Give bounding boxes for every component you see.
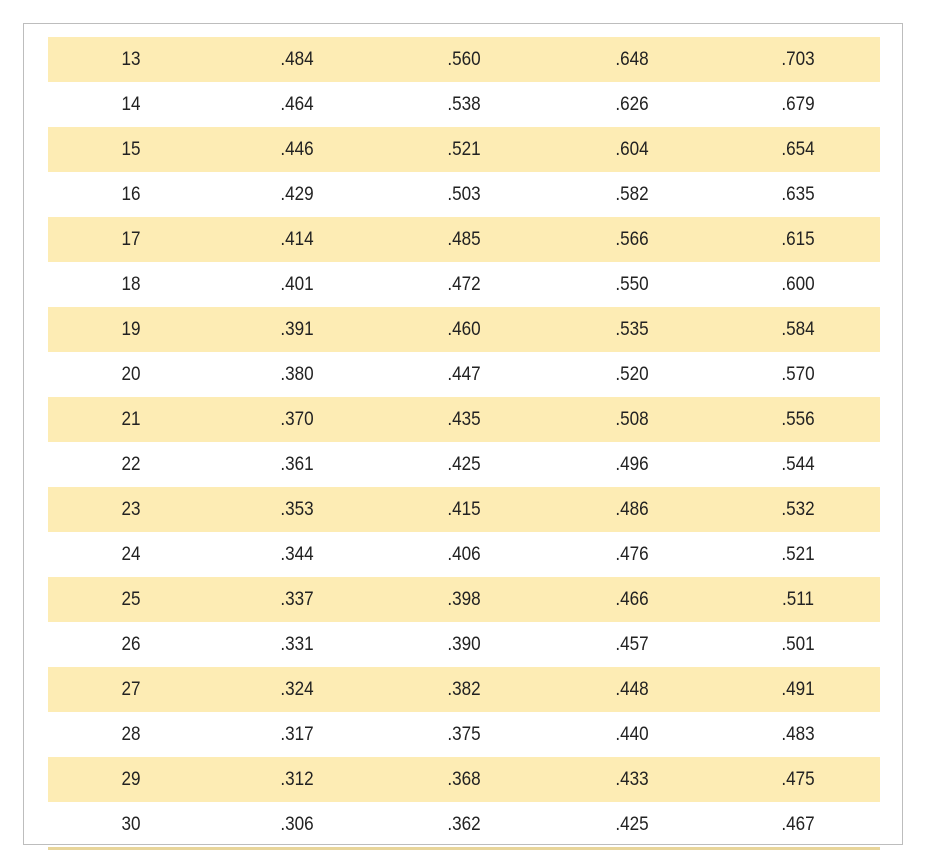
value-cell: .415	[447, 498, 481, 520]
value-cell: .446	[280, 138, 314, 160]
value-cell: .582	[615, 183, 649, 205]
value-cell: .429	[280, 183, 314, 205]
row-label-cell: 19	[121, 318, 141, 340]
table-row	[48, 757, 880, 802]
table-bottom-rule	[48, 847, 880, 850]
row-label-cell: 16	[121, 183, 141, 205]
value-cell: .544	[781, 453, 815, 475]
value-cell: .368	[447, 768, 481, 790]
row-label-cell: 22	[121, 453, 141, 475]
value-cell: .604	[615, 138, 649, 160]
value-cell: .491	[781, 678, 815, 700]
value-cell: .414	[280, 228, 314, 250]
table-row	[48, 172, 880, 217]
row-label-cell: 14	[121, 93, 141, 115]
value-cell: .398	[447, 588, 481, 610]
value-cell: .508	[615, 408, 649, 430]
value-cell: .550	[615, 273, 649, 295]
value-cell: .654	[781, 138, 815, 160]
value-cell: .483	[781, 723, 815, 745]
value-cell: .496	[615, 453, 649, 475]
critical-values-table	[48, 37, 880, 847]
value-cell: .503	[447, 183, 481, 205]
value-cell: .521	[781, 543, 815, 565]
value-cell: .464	[280, 93, 314, 115]
value-cell: .520	[615, 363, 649, 385]
value-cell: .467	[781, 813, 815, 835]
value-cell: .425	[447, 453, 481, 475]
table-row	[48, 307, 880, 352]
row-label-cell: 15	[121, 138, 141, 160]
value-cell: .435	[447, 408, 481, 430]
value-cell: .406	[447, 543, 481, 565]
value-cell: .380	[280, 363, 314, 385]
table-row	[48, 127, 880, 172]
value-cell: .566	[615, 228, 649, 250]
table-row	[48, 82, 880, 127]
value-cell: .535	[615, 318, 649, 340]
value-cell: .511	[781, 588, 815, 610]
row-label-cell: 26	[121, 633, 141, 655]
value-cell: .425	[615, 813, 649, 835]
row-label-cell: 27	[121, 678, 141, 700]
table-row	[48, 217, 880, 262]
value-cell: .472	[447, 273, 481, 295]
row-label-cell: 29	[121, 768, 141, 790]
value-cell: .447	[447, 363, 481, 385]
table-row	[48, 577, 880, 622]
table-row	[48, 37, 880, 82]
value-cell: .560	[447, 48, 481, 70]
value-cell: .370	[280, 408, 314, 430]
row-label-cell: 30	[121, 813, 141, 835]
row-label-cell: 23	[121, 498, 141, 520]
value-cell: .486	[615, 498, 649, 520]
value-cell: .600	[781, 273, 815, 295]
value-cell: .337	[280, 588, 314, 610]
value-cell: .401	[280, 273, 314, 295]
value-cell: .317	[280, 723, 314, 745]
value-cell: .344	[280, 543, 314, 565]
value-cell: .635	[781, 183, 815, 205]
row-label-cell: 25	[121, 588, 141, 610]
row-label-cell: 28	[121, 723, 141, 745]
value-cell: .306	[280, 813, 314, 835]
table-row	[48, 532, 880, 577]
table-row	[48, 487, 880, 532]
row-label-cell: 13	[121, 48, 141, 70]
value-cell: .538	[447, 93, 481, 115]
value-cell: .484	[280, 48, 314, 70]
value-cell: .615	[781, 228, 815, 250]
table-frame	[23, 23, 903, 845]
value-cell: .382	[447, 678, 481, 700]
value-cell: .361	[280, 453, 314, 475]
value-cell: .584	[781, 318, 815, 340]
row-label-cell: 20	[121, 363, 141, 385]
value-cell: .375	[447, 723, 481, 745]
value-cell: .648	[615, 48, 649, 70]
value-cell: .448	[615, 678, 649, 700]
value-cell: .475	[781, 768, 815, 790]
table-row	[48, 622, 880, 667]
value-cell: .476	[615, 543, 649, 565]
value-cell: .466	[615, 588, 649, 610]
value-cell: .440	[615, 723, 649, 745]
value-cell: .353	[280, 498, 314, 520]
table-row	[48, 442, 880, 487]
value-cell: .312	[280, 768, 314, 790]
value-cell: .556	[781, 408, 815, 430]
value-cell: .501	[781, 633, 815, 655]
value-cell: .703	[781, 48, 815, 70]
value-cell: .460	[447, 318, 481, 340]
row-label-cell: 21	[121, 408, 141, 430]
value-cell: .324	[280, 678, 314, 700]
table-row	[48, 397, 880, 442]
value-cell: .390	[447, 633, 481, 655]
value-cell: .485	[447, 228, 481, 250]
table-row	[48, 667, 880, 712]
value-cell: .521	[447, 138, 481, 160]
value-cell: .532	[781, 498, 815, 520]
table-row	[48, 352, 880, 397]
table-row	[48, 802, 880, 847]
row-label-cell: 17	[121, 228, 141, 250]
value-cell: .391	[280, 318, 314, 340]
value-cell: .570	[781, 363, 815, 385]
value-cell: .433	[615, 768, 649, 790]
value-cell: .362	[447, 813, 481, 835]
row-label-cell: 18	[121, 273, 141, 295]
value-cell: .457	[615, 633, 649, 655]
value-cell: .331	[280, 633, 314, 655]
table-row	[48, 262, 880, 307]
row-label-cell: 24	[121, 543, 141, 565]
value-cell: .626	[615, 93, 649, 115]
value-cell: .679	[781, 93, 815, 115]
table-row	[48, 712, 880, 757]
